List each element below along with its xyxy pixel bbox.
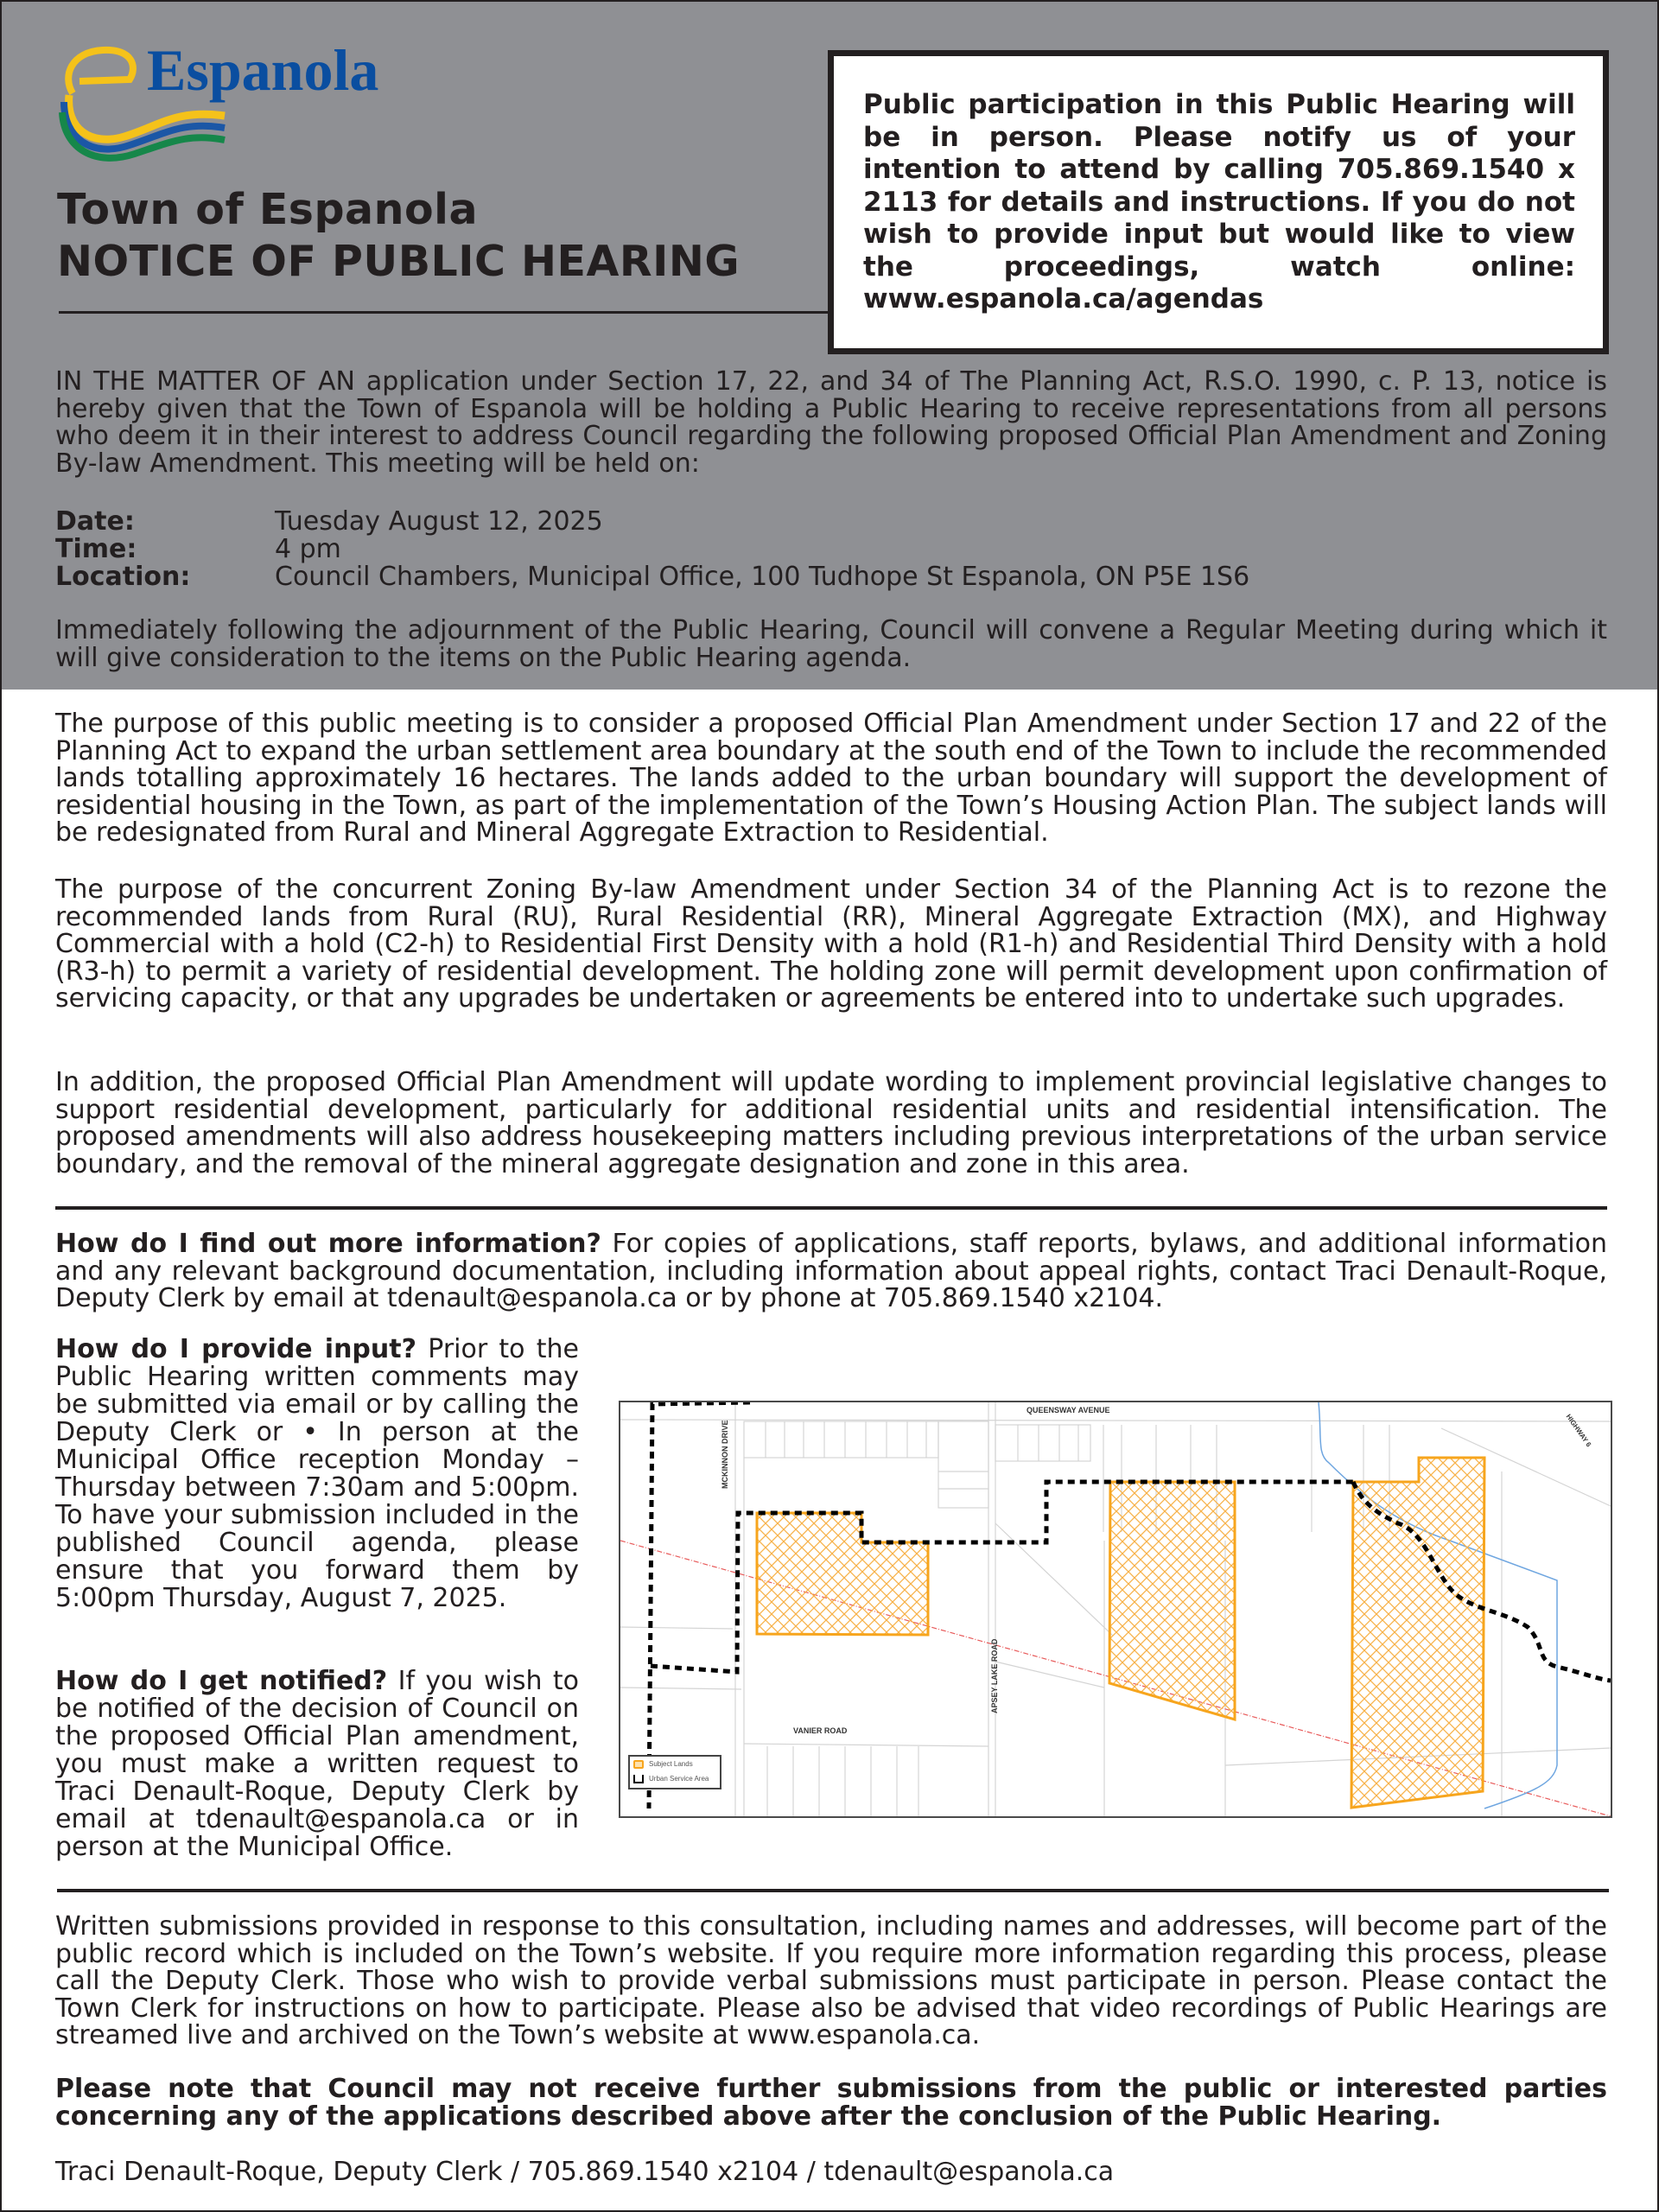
provide-input-body: Prior to the Public Hearing written comments may be submitted via email or by calling the Deputy Clerk or • In person at the Municipal Office reception Monday – Thursday between 7:30am and 5:00pm. To have your submission included in the published Council agenda, please ensure that you forward them by 5:00pm Thursday, August 7, 2025. [55, 1334, 579, 1613]
mckinnon-drive-label: MCKINNON DRIVE [721, 1420, 729, 1489]
purpose-zba-paragraph: The purpose of the concurrent Zoning By-law Amendment under Section 34 of the Planning Act is to rezone the recommended lands from Rural (RU), Rural Residential (RR), Mineral Aggregate Extraction (MX), and Highway Commercial with a hold (C2-h) to Residential First Density with a hold (R1-h) and Residential Third Density with a hold (R3-h) to permit a variety of residential development. The holding zone will permit development upon confirmation of servicing capacity, or that any upgrades be undertaken or agreements be entered into to undertake such upgrades. [55, 874, 1607, 1014]
subject-lands-swatch-icon [633, 1760, 644, 1769]
town-title: Town of Espanola [57, 185, 479, 234]
section-divider-bottom [57, 1889, 1609, 1892]
location-value: Council Chambers, Municipal Office, 100 Tudhope St Espanola, ON P5E 1S6 [275, 562, 1250, 592]
get-notified-paragraph [55, 1668, 579, 1861]
date-label: Date: [55, 506, 135, 537]
espanola-logo [55, 41, 453, 162]
map-legend [628, 1755, 721, 1789]
apsey-lake-road-label: APSEY LAKE ROAD [990, 1638, 999, 1713]
please-note-paragraph: Please note that Council may not receive further submissions from the public or interested parties concerning any of the applications described above after the conclusion of the Public Hearing. [55, 2074, 1607, 2132]
date-row [55, 508, 1249, 536]
time-label: Time: [55, 534, 137, 564]
header-divider [59, 311, 833, 314]
vanier-road-label: VANIER ROAD [793, 1726, 848, 1735]
provide-input-heading: How do I provide input? [55, 1334, 417, 1364]
notice-title: NOTICE OF PUBLIC HEARING [57, 237, 741, 286]
purpose-opa-paragraph: The purpose of this public meeting is to consider a proposed Official Plan Amendment under Section 17 and 22 of the Planning Act to expand the urban settlement area boundary at the south end of the Town to include the recommended lands totalling approximately 16 hectares. The lands added to the urban boundary will support the development of residential housing in the Town, as part of the implementation of the Town’s Housing Action Plan. The subject lands will be redesignated from Rural and Mineral Aggregate Extraction to Residential. [55, 709, 1607, 848]
intro-paragraph: IN THE MATTER OF AN application under Section 17, 22, and 34 of The Planning Act, R.S.O. 1990, c. P. 13, notice is hereby given that the Town of Espanola will be holding a Public Hearing to receive representations from all persons who deem it in their interest to address Council regarding the following proposed Official Plan Amendment and Zoning By-law Amendment. This meeting will be held on: [55, 366, 1607, 479]
legend-subject-lands: Subject Lands [630, 1757, 720, 1771]
logo-text: Espanola [147, 41, 379, 103]
legend-urban-service-area: Urban Service Area [630, 1771, 720, 1786]
addition-paragraph: In addition, the proposed Official Plan Amendment will update wording to implement provincial legislative changes to support residential development, particularly for additional residential units and residential intensification. The proposed amendments will also address housekeeping matters including previous interpretations of the urban service boundary, and the removal of the mineral aggregate designation and zone in this area. [55, 1067, 1607, 1179]
location-label: Location: [55, 562, 191, 592]
location-row [55, 563, 1249, 591]
urban-service-swatch-icon [633, 1775, 644, 1783]
more-info-paragraph [55, 1230, 1607, 1313]
highway-6-label: HIGHWAY 6 [1564, 1413, 1593, 1449]
subject-lands-map [619, 1401, 1612, 1818]
participation-text: Public participation in this Public Hearing will be in person. Please notify us of your intention to attend by calling 705.869.1540 x 2113 for details and instructions. If you do not wish to provide input but would like to view the proceedings, watch online: www.espanola.ca/agendas [863, 89, 1575, 315]
adjournment-paragraph: Immediately following the adjournment of the Public Hearing, Council will convene a Regular Meeting during which it will give consideration to the items on the Public Hearing agenda. [55, 615, 1607, 673]
subject-parcel-east [1351, 1458, 1484, 1808]
map-drawing [620, 1402, 1611, 1816]
date-value: Tuesday August 12, 2025 [275, 506, 603, 537]
queensway-avenue-label: QUEENSWAY AVENUE [1027, 1406, 1110, 1414]
participation-box [828, 50, 1609, 354]
time-row [55, 536, 1249, 563]
section-divider [55, 1206, 1607, 1210]
time-value: 4 pm [275, 534, 341, 564]
subject-parcel-west [757, 1513, 928, 1635]
written-submissions-paragraph: Written submissions provided in response to this consultation, including names and addresses, will become part of the public record which is included on the Town’s website. If you require more information regarding this process, please call the Deputy Clerk. Those who wish to provide verbal submissions must participate in person. Please contact the Town Clerk for instructions on how to participate. Please also be advised that video recordings of Public Hearings are streamed live and archived on the Town’s website at www.espanola.ca. [55, 1911, 1607, 2050]
logo-wave-icon [55, 41, 453, 162]
get-notified-heading: How do I get notified? [55, 1666, 388, 1696]
get-notified-body: If you wish to be notified of the decision of Council on the proposed Official Plan amendment, you must make a written request to Traci Denault-Roque, Deputy Clerk by email at tdenault@espanola.ca or in person at the Municipal Office. [55, 1666, 580, 1862]
more-info-heading: How do I find out more information? [55, 1229, 601, 1259]
subject-parcel-central [1109, 1482, 1235, 1719]
signature-line: Traci Denault-Roque, Deputy Clerk / 705.869.1540 x2104 / tdenault@espanola.ca [55, 2157, 1115, 2187]
more-info-body: For copies of applications, staff reports, bylaws, and additional information and any relevant background documentation, including information about appeal rights, contact Traci Denault-Roque, Deputy Clerk by email at tdenault@espanola.ca or by phone at 705.869.1540 x2104. [55, 1229, 1607, 1313]
meeting-details [55, 508, 1249, 591]
provide-input-paragraph [55, 1336, 579, 1612]
